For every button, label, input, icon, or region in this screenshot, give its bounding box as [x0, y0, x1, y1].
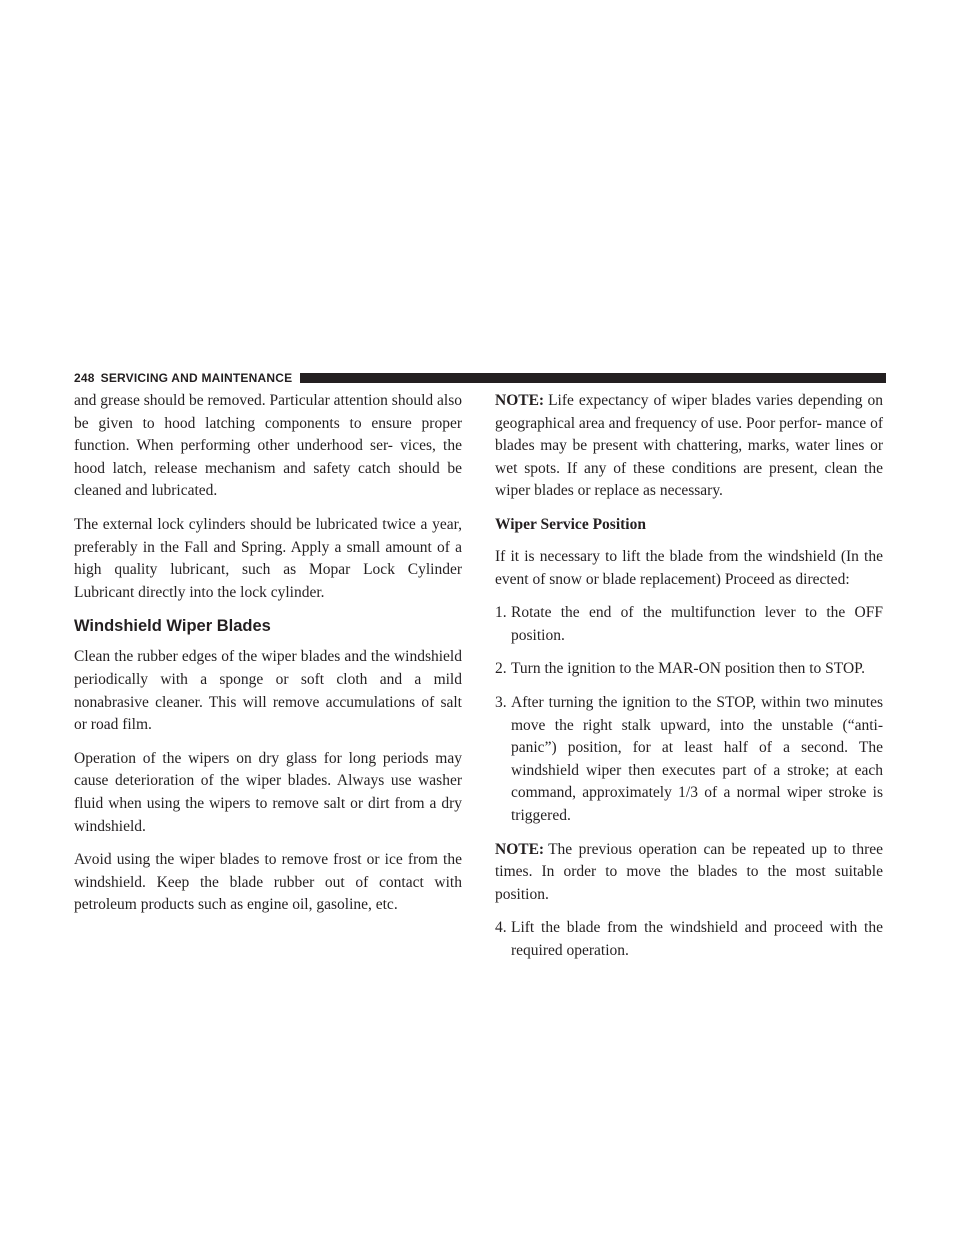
paragraph-hood-latch: and grease should be removed. Particular attention should also be given to hood latching components to ensure proper function. When performing other underhood ser- vices, the hood latch, release mechanism and safety catch should be cleaned and lubricated. [74, 392, 462, 500]
step-2 [495, 658, 883, 681]
header-rule [300, 373, 886, 383]
step-number: 2. [495, 660, 507, 678]
paragraph-frost-ice: Avoid using the wiper blades to remove frost or ice from the windshield. Keep the blade rubber out of contact with petroleum products such as engine oil, gasoline, etc. [74, 851, 462, 914]
note-text: Life expectancy of wiper blades varies depending on geographical area and frequency of use. Poor perfor- mance of blades may be present with chattering, marks, water lines or wet spots. If any of these conditions are present, clean the wiper blades or replace as necessary. [495, 392, 883, 500]
step-number: 3. [495, 693, 507, 711]
note-text: The previous operation can be repeated up to three times. In order to move the blades to the most suitable position. [495, 840, 883, 903]
step-text: Rotate the end of the multifunction lever to the OFF position. [511, 604, 883, 644]
paragraph-service-intro: If it is necessary to lift the blade from the windshield (In the event of snow or blade replacement) Proceed as directed: [495, 547, 883, 588]
step-number: 4. [495, 919, 507, 937]
note-repeat-operation [495, 839, 883, 907]
left-column [74, 390, 462, 928]
page-header [74, 370, 886, 386]
paragraph-clean-edges: Clean the rubber edges of the wiper blades and the windshield periodically with a sponge or soft cloth and a mild nonabrasive cleaner. This will remove accumulations of salt or road film. [74, 648, 462, 734]
step-1 [495, 602, 883, 647]
note-label: NOTE: [495, 392, 545, 409]
paragraph-lock-cylinders: The external lock cylinders should be lubricated twice a year, preferably in the Fall and Spring. Apply a small amount of a high quality lubricant, such as Mopar Lock Cylinder Lubricant directly into the lock cylinder. [74, 515, 462, 601]
page-number: 248 [74, 371, 95, 385]
step-text: Turn the ignition to the MAR-ON position then to STOP. [511, 660, 865, 678]
heading-wiper-service-position: Wiper Service Position [495, 515, 646, 533]
paragraph-dry-glass: Operation of the wipers on dry glass for long periods may cause deterioration of the wiper blades. Always use washer fluid when using the wipers to remove salt or dirt from a dry windshield. [74, 749, 462, 835]
step-4 [495, 917, 883, 962]
right-column [495, 390, 883, 973]
note-life-expectancy [495, 390, 883, 503]
heading-windshield-wiper-blades: Windshield Wiper Blades [74, 617, 271, 636]
step-3 [495, 692, 883, 828]
step-text: Lift the blade from the windshield and proceed with the required operation. [511, 919, 883, 959]
note-label: NOTE: [495, 840, 545, 858]
step-number: 1. [495, 604, 507, 622]
step-text: After turning the ignition to the STOP, within two minutes move the right stalk upward, into the unstable (“anti-panic”) position, for at least half of a second. The windshield wiper then executes part of a stroke; at each command, approximately 1/3 of a normal wiper stroke is triggered. [511, 693, 883, 824]
section-title: SERVICING AND MAINTENANCE [100, 371, 293, 385]
